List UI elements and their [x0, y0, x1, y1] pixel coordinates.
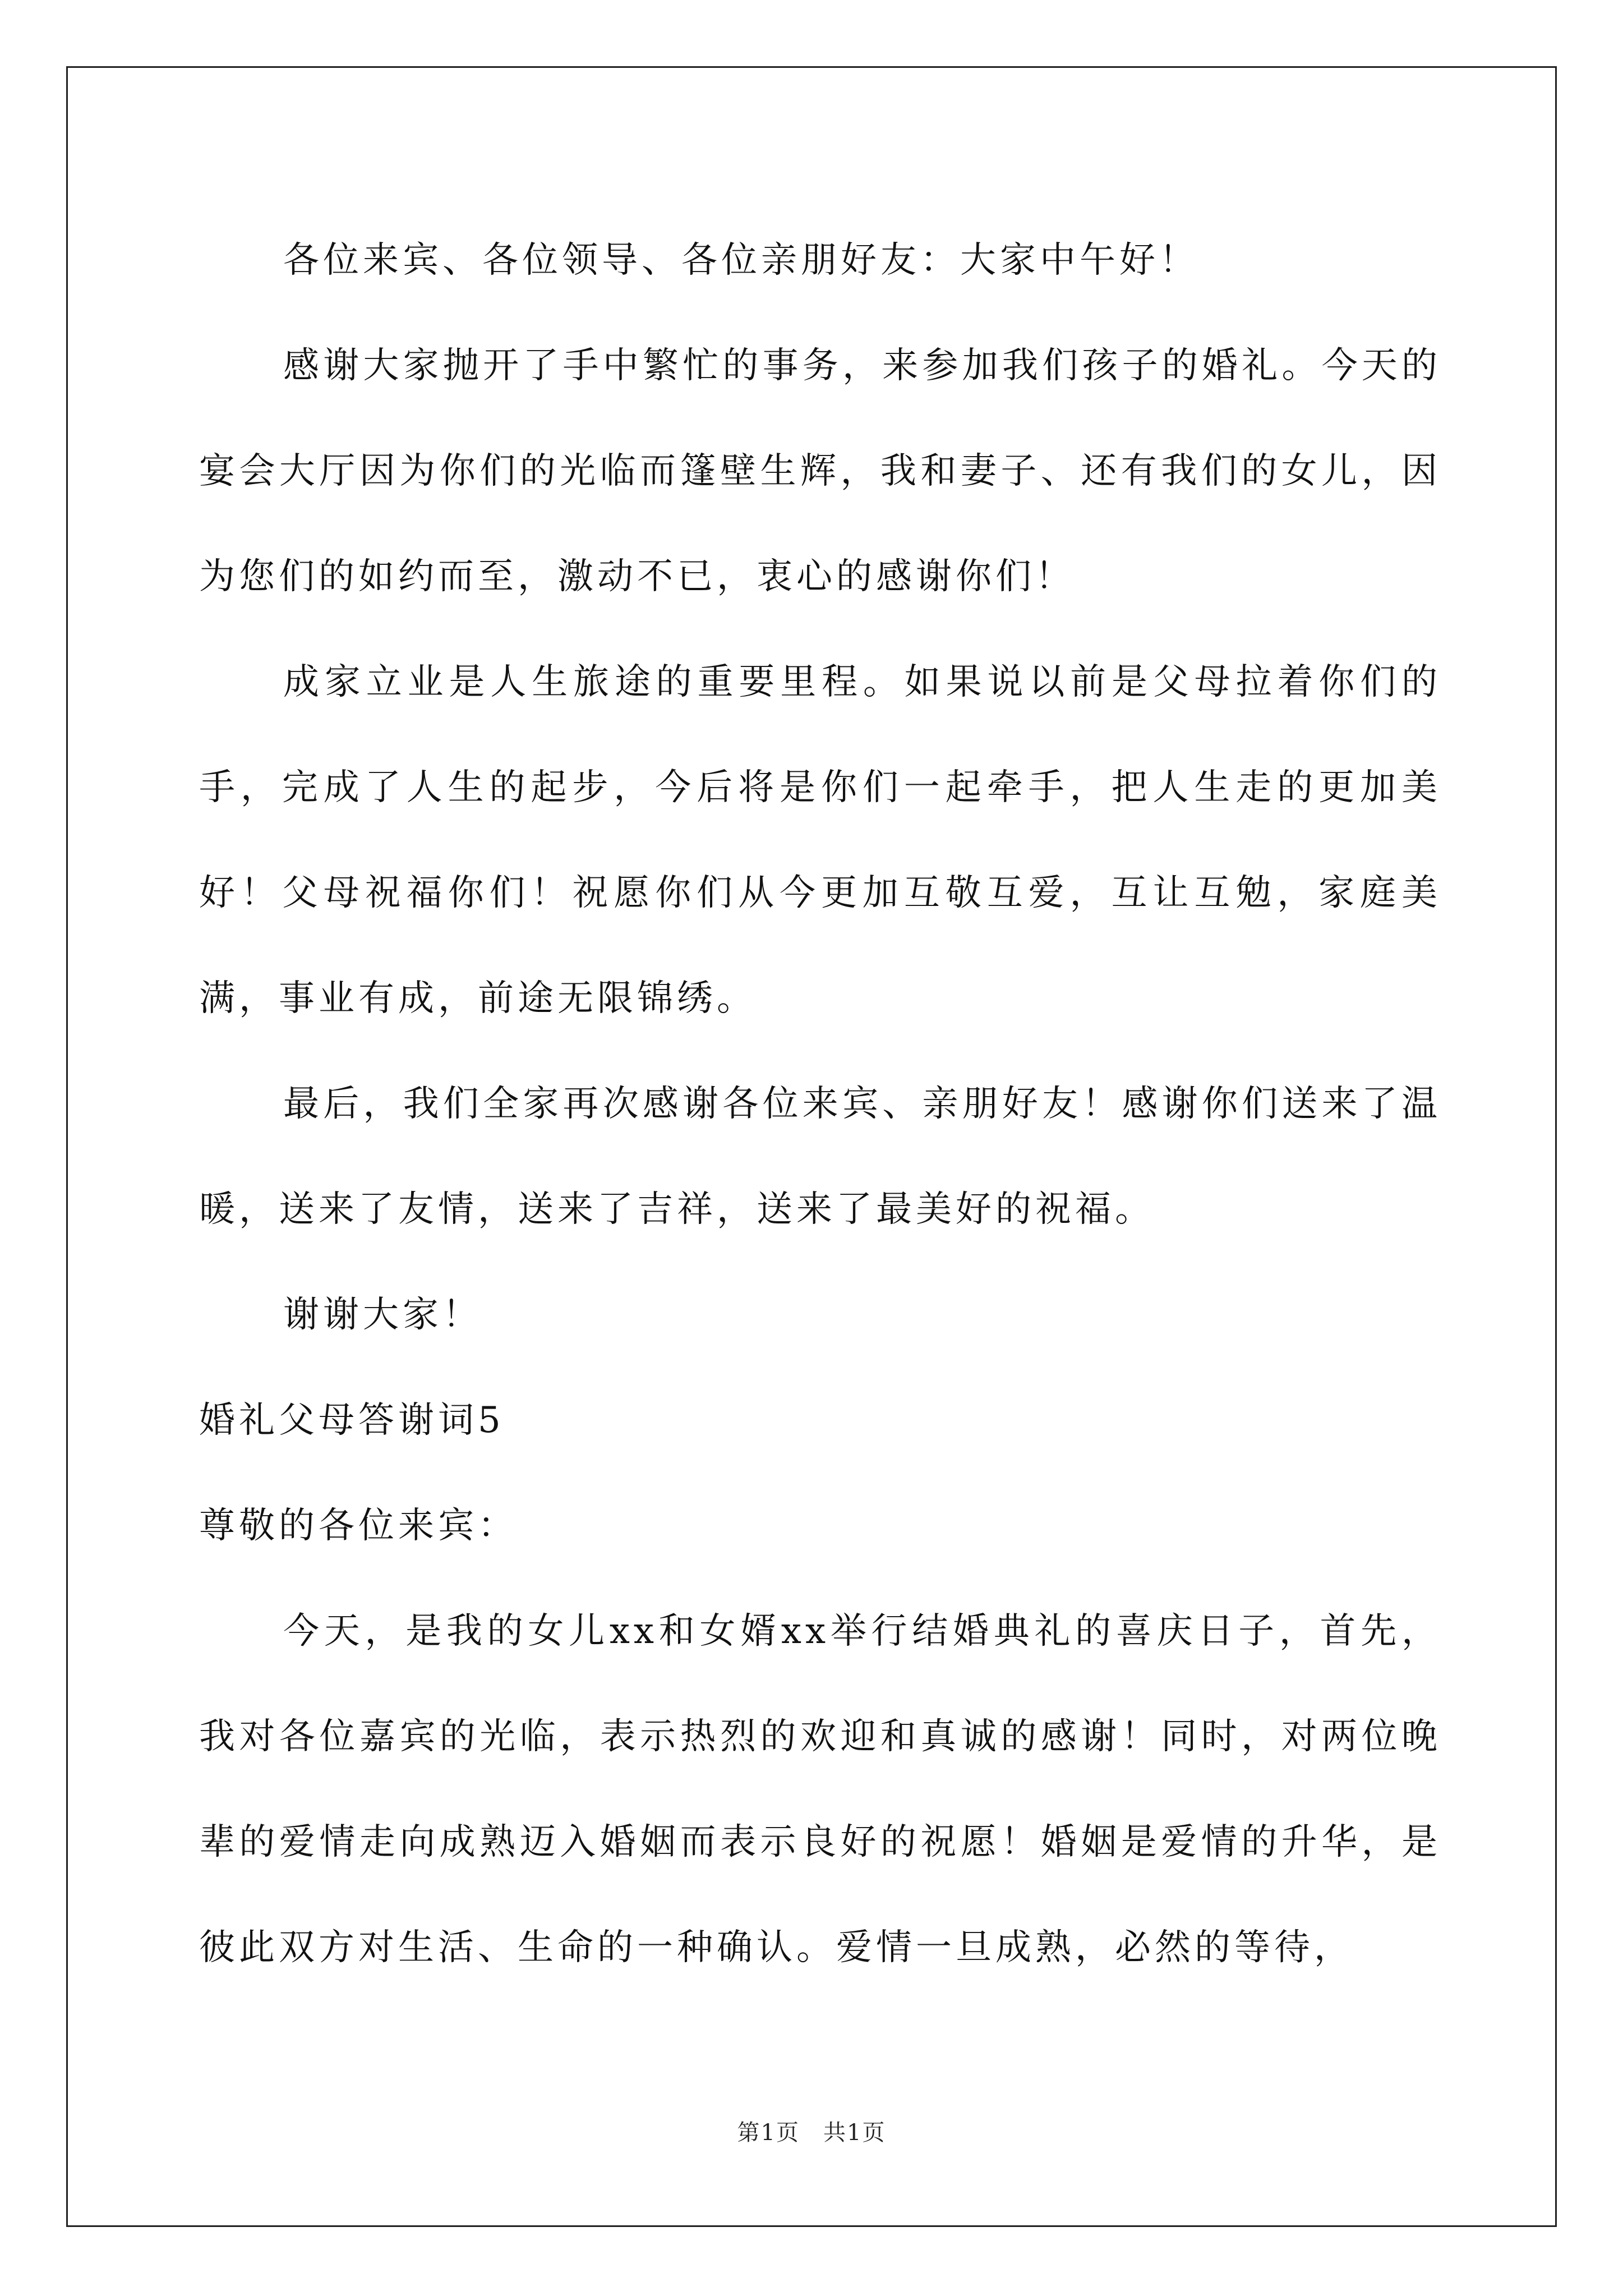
closing-paragraph: 最后，我们全家再次感谢各位来宾、亲朋好友！感谢你们送来了温暖，送来了友情，送来了吉祥，送来了最美好的祝福。: [199, 1083, 1441, 1230]
thanks-paragraph: 感谢大家抛开了手中繁忙的事务，来参加我们孩子的婚礼。今天的宴会大厅因为你们的光临而篷壁生辉，我和妻子、还有我们的女儿，因为您们的如约而至，激动不已，衷心的感谢你们！: [199, 345, 1441, 597]
page-number: 第1页 共1页: [737, 2120, 886, 2146]
salutation: 尊敬的各位来宾：: [199, 1505, 518, 1547]
speech-paragraph: 今天，是我的女儿xx和女婿xx举行结婚典礼的喜庆日子，首先，我对各位嘉宾的光临，表示热烈的欢迎和真诚的感谢！同时，对两位晚辈的爱情走向成熟迈入婚姻而表示良好的祝愿！婚姻是爱情的升华，是彼此双方对生活、生命的一种确认。爱情一旦成熟，必然的等待，: [199, 1611, 1441, 1968]
section-title: 婚礼父母答谢词5: [199, 1400, 505, 1441]
blessing-paragraph: 成家立业是人生旅途的重要里程。如果说以前是父母拉着你们的手，完成了人生的起步，今后将是你们一起牵手，把人生走的更加美好！父母祝福你们！祝愿你们从今更加互敬互爱，互让互勉，家庭美满，事业有成，前途无限锦绣。: [199, 661, 1441, 1019]
document-body: [199, 208, 1441, 2000]
greeting-paragraph: 各位来宾、各位领导、各位亲朋好友：大家中午好！: [283, 240, 1199, 281]
thank-you-line: 谢谢大家！: [283, 1294, 482, 1336]
